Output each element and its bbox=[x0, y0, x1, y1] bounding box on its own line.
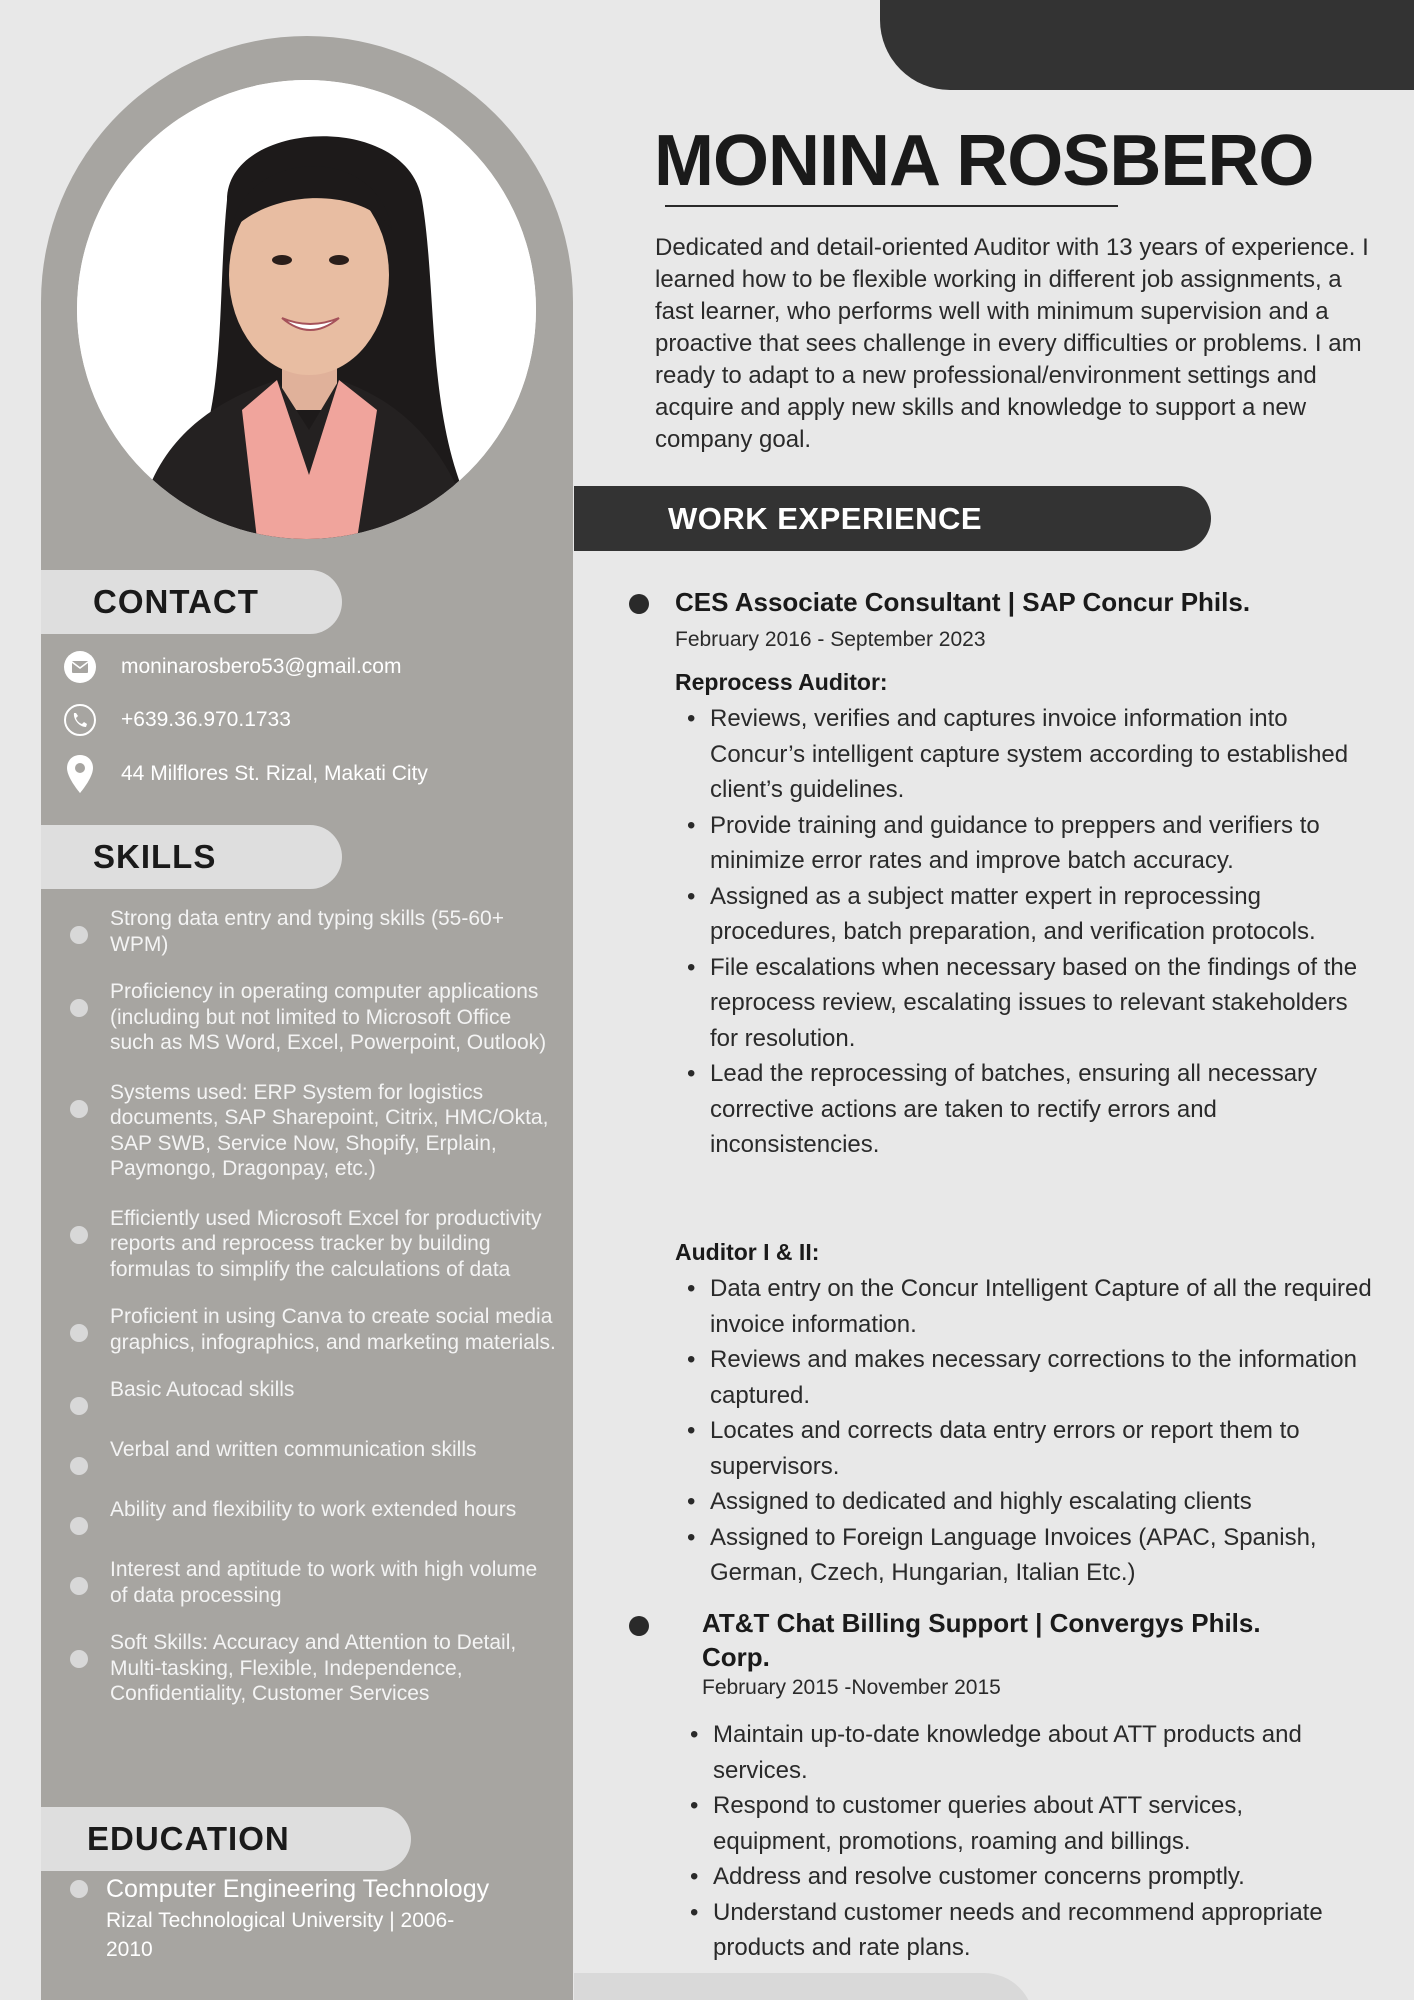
job-dates: February 2016 - September 2023 bbox=[675, 628, 986, 651]
bullet-mark: • bbox=[687, 1488, 696, 1515]
bullet-mark: • bbox=[687, 1275, 696, 1302]
bullet-dot bbox=[70, 1100, 88, 1118]
job-bullet-dot bbox=[629, 1616, 649, 1636]
contact-email-text: moninarosbero53@gmail.com bbox=[121, 655, 402, 678]
list-item: • Maintain up-to-date knowledge about ATT products and services. bbox=[683, 1717, 1343, 1788]
bullet-mark: • bbox=[690, 1898, 699, 1926]
role-title: Reprocess Auditor: bbox=[675, 669, 888, 695]
bullet-mark: • bbox=[690, 1792, 699, 1819]
list-item: • Address and resolve customer concerns promptly. bbox=[683, 1859, 1343, 1895]
list-item: • Data entry on the Concur Intelligent Capture of all the required invoice information. bbox=[680, 1271, 1380, 1342]
bullet-dot bbox=[70, 1226, 88, 1244]
profile-summary: Dedicated and detail-oriented Auditor with 13 years of experience. I learned how to be flexible working in different job assignments, a fast learner, who performs well with minimum supervision and a proactive that sees challenge in every difficulties or problems. I am ready to adapt to a new professional/environment settings and acquire and apply new skills and knowledge to support a new company goal. bbox=[655, 234, 1369, 453]
skills-header bbox=[41, 825, 342, 889]
bullet-dot bbox=[70, 1880, 88, 1898]
skill-item: Basic Autocad skills bbox=[62, 1377, 562, 1415]
bullet-mark: • bbox=[690, 1863, 699, 1890]
bullet-mark: • bbox=[687, 1417, 696, 1444]
list-item: • Reviews, verifies and captures invoice information into Concur’s intelligent capture system according to established client’s guidelines. bbox=[680, 701, 1380, 808]
email-icon bbox=[62, 649, 98, 685]
education-school: Rizal Technological University | 2006-2010 bbox=[106, 1909, 455, 1961]
bottom-band-decoration bbox=[574, 1973, 1034, 2000]
top-corner-decoration bbox=[880, 0, 1414, 90]
job-bullet-list bbox=[683, 1717, 1343, 1966]
bullet-dot bbox=[70, 1397, 88, 1415]
candidate-name: MONINA ROSBERO bbox=[654, 121, 1314, 201]
skill-item: Interest and aptitude to work with high volume of data processing bbox=[62, 1557, 562, 1608]
role-title: Auditor I & II: bbox=[675, 1239, 820, 1265]
bullet-mark: • bbox=[687, 1523, 696, 1551]
bullet-dot bbox=[70, 999, 88, 1017]
bullet-dot bbox=[70, 1324, 88, 1342]
list-item: • Reviews and makes necessary corrections to the information captured. bbox=[680, 1342, 1380, 1413]
bullet-mark: • bbox=[687, 953, 696, 981]
role-bullet-list bbox=[680, 701, 1380, 1163]
name-underline bbox=[665, 205, 1118, 207]
contact-email[interactable] bbox=[62, 649, 401, 685]
work-experience-header bbox=[574, 486, 1211, 551]
skill-item: Ability and flexibility to work extended hours bbox=[62, 1497, 562, 1535]
list-item: • Locates and corrects data entry errors or report them to supervisors. bbox=[680, 1413, 1380, 1484]
list-item: • Lead the reprocessing of batches, ensuring all necessary corrective actions are taken to rectify errors and inconsistencies. bbox=[680, 1056, 1380, 1163]
role-bullet-list bbox=[680, 1271, 1380, 1591]
work-experience-header-label: WORK EXPERIENCE bbox=[668, 500, 983, 536]
bullet-mark: • bbox=[687, 811, 696, 839]
list-item: • Assigned to Foreign Language Invoices (APAC, Spanish, German, Czech, Hungarian, Italian Etc.) bbox=[680, 1520, 1380, 1591]
contact-phone-text: +639.36.970.1733 bbox=[121, 708, 291, 731]
phone-icon bbox=[62, 702, 98, 738]
bullet-mark: • bbox=[687, 1060, 696, 1087]
skill-item: Soft Skills: Accuracy and Attention to Detail, Multi-tasking, Flexible, Independence, Confidentiality, Customer Services bbox=[62, 1630, 562, 1707]
contact-phone[interactable] bbox=[62, 702, 291, 738]
contact-header bbox=[41, 570, 342, 634]
profile-photo bbox=[77, 80, 536, 539]
list-item: • File escalations when necessary based on the findings of the reprocess review, escalating issues to relevant stakeholders for resolution. bbox=[680, 950, 1380, 1057]
skills-header-label: SKILLS bbox=[93, 838, 217, 875]
skill-item: Strong data entry and typing skills (55-60+ WPM) bbox=[62, 906, 562, 957]
job-title: AT&T Chat Billing Support | Convergys Phils. Corp. bbox=[702, 1608, 1261, 1672]
list-item: • Provide training and guidance to preppers and verifiers to minimize error rates and improve batch accuracy. bbox=[680, 808, 1380, 879]
bullet-dot bbox=[70, 926, 88, 944]
list-item: • Respond to customer queries about ATT services, equipment, promotions, roaming and billings. bbox=[683, 1788, 1343, 1859]
education-degree: Computer Engineering Technology bbox=[106, 1875, 490, 1903]
education-header-label: EDUCATION bbox=[87, 1820, 290, 1857]
list-item: • Assigned as a subject matter expert in reprocessing procedures, batch preparation, and verification protocols. bbox=[680, 879, 1380, 950]
location-pin-icon bbox=[62, 756, 98, 792]
skill-item: Proficient in using Canva to create social media graphics, infographics, and marketing materials. bbox=[62, 1304, 562, 1355]
list-item: • Understand customer needs and recommend appropriate products and rate plans. bbox=[683, 1895, 1343, 1966]
education-header bbox=[41, 1807, 411, 1871]
bullet-dot bbox=[70, 1577, 88, 1595]
skill-item: Systems used: ERP System for logistics documents, SAP Sharepoint, Citrix, HMC/Okta, SAP SWB, Service Now, Shopify, Erplain, Paymongo, Dragonpay, etc.) bbox=[62, 1080, 562, 1182]
skills-list bbox=[62, 906, 562, 1707]
bullet-mark: • bbox=[687, 705, 696, 732]
bullet-dot bbox=[70, 1517, 88, 1535]
bullet-mark: • bbox=[687, 882, 696, 910]
skill-item: Proficiency in operating computer applications (including but not limited to Microsoft Office such as MS Word, Excel, Powerpoint, Outlook) bbox=[62, 979, 562, 1056]
bullet-dot bbox=[70, 1650, 88, 1668]
job-title: CES Associate Consultant | SAP Concur Phils. bbox=[675, 587, 1251, 617]
list-item: • Assigned to dedicated and highly escalating clients bbox=[680, 1484, 1380, 1520]
job-bullet-dot bbox=[629, 594, 649, 614]
bullet-mark: • bbox=[690, 1721, 699, 1748]
job-dates: February 2015 -November 2015 bbox=[702, 1676, 1001, 1699]
bullet-mark: • bbox=[687, 1346, 696, 1373]
skill-item: Efficiently used Microsoft Excel for productivity reports and reprocess tracker by building formulas to simplify the calculations of data bbox=[62, 1206, 562, 1283]
bullet-dot bbox=[70, 1457, 88, 1475]
skill-item: Verbal and written communication skills bbox=[62, 1437, 562, 1475]
contact-header-label: CONTACT bbox=[93, 583, 259, 620]
contact-address bbox=[62, 756, 428, 792]
contact-address-text: 44 Milflores St. Rizal, Makati City bbox=[121, 762, 428, 785]
